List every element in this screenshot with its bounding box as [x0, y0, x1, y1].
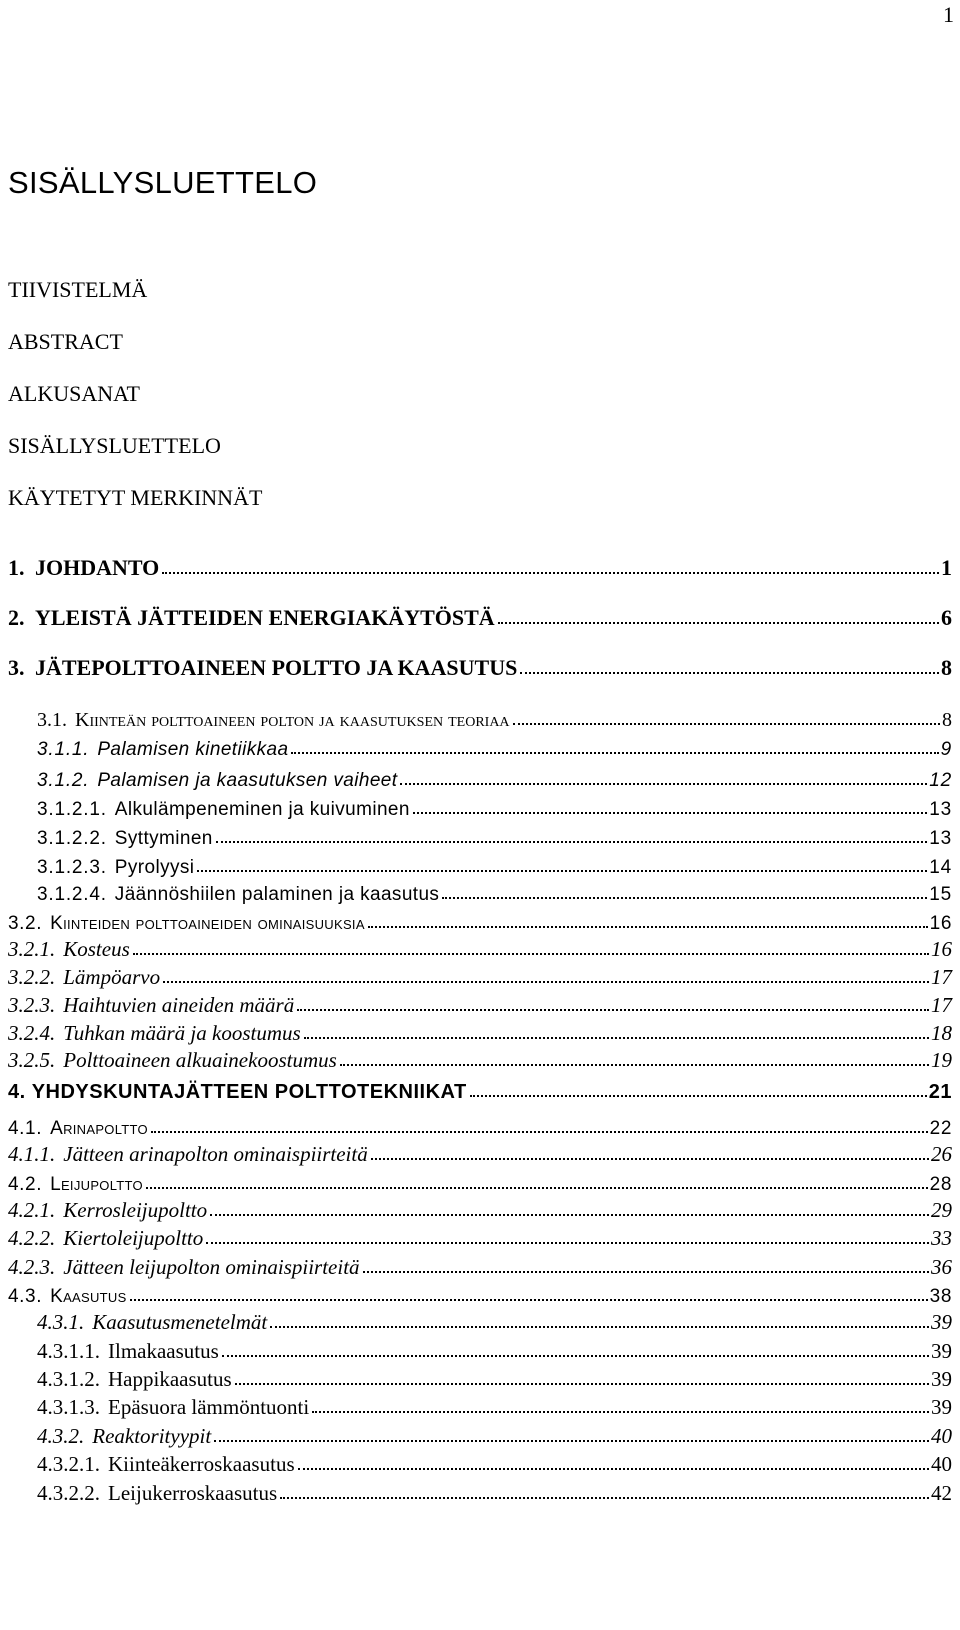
toc-leader	[130, 1299, 928, 1301]
toc-entry[interactable]	[8, 1250, 952, 1280]
toc-number: 3.2.4.	[8, 1021, 56, 1045]
toc-title: Polttoaineen alkuainekoostumus	[63, 1048, 337, 1072]
toc-leader	[291, 752, 938, 754]
toc-entry[interactable]	[37, 1305, 952, 1335]
toc-title: Kaasutusmenetelmät	[92, 1310, 268, 1334]
toc-page: 6	[941, 605, 952, 630]
toc-leader	[146, 1187, 928, 1189]
toc-title: Leijukerroskaasutus	[108, 1481, 278, 1505]
toc-page: 40	[931, 1452, 952, 1476]
toc-number: 3.1.	[37, 709, 67, 731]
toc-entry[interactable]	[37, 1362, 952, 1392]
toc-entry[interactable]	[8, 1110, 952, 1140]
toc-page: 16	[931, 937, 952, 961]
toc-title: Jäännöshiilen palaminen ja kaasutus	[114, 884, 440, 905]
toc-page: 26	[931, 1142, 952, 1166]
toc-page: 13	[929, 828, 952, 849]
toc-leader	[216, 841, 927, 843]
toc-leader	[214, 1440, 929, 1442]
toc-page: 39	[931, 1395, 952, 1419]
toc-entry[interactable]	[37, 1447, 952, 1477]
toc-title: Kosteus	[63, 937, 130, 961]
toc-page: 33	[931, 1226, 952, 1250]
toc-number: 4.3.1.1.	[37, 1339, 100, 1363]
toc-entry[interactable]	[37, 1390, 952, 1420]
toc-leader	[133, 953, 929, 955]
toc-number: 4.	[8, 1081, 26, 1103]
toc-leader	[162, 572, 939, 574]
toc-page: 21	[928, 1081, 952, 1103]
toc-title: Kiinteäkerroskaasutus	[108, 1452, 295, 1476]
toc-leader	[151, 1131, 928, 1133]
toc-number: 4.3.1.	[37, 1310, 85, 1334]
toc-entry[interactable]	[8, 1043, 952, 1073]
toc-leader	[270, 1326, 929, 1328]
toc-entry[interactable]	[8, 988, 952, 1018]
toc-title: Jätteen leijupolton ominaispiirteitä	[63, 1255, 360, 1279]
toc-entry[interactable]	[37, 849, 952, 879]
toc-leader	[413, 812, 927, 814]
toc-page: 14	[929, 857, 952, 878]
toc-title: Arinapoltto	[50, 1118, 148, 1139]
toc-page: 42	[931, 1481, 952, 1505]
toc-number: 3.1.2.	[37, 770, 90, 791]
toc-leader	[498, 622, 939, 624]
toc-number: 1.	[8, 555, 25, 580]
toc-entry[interactable]	[8, 1278, 952, 1308]
toc-number: 3.2.3.	[8, 993, 56, 1017]
toc-number: 3.2.	[8, 913, 43, 934]
front-matter-alkusanat[interactable]: ALKUSANAT	[8, 381, 140, 406]
toc-page: 36	[931, 1255, 952, 1279]
toc-page: 8	[942, 709, 952, 731]
toc-entry[interactable]	[37, 1334, 952, 1364]
toc-title: Syttyminen	[114, 828, 213, 849]
toc-entry[interactable]	[8, 1193, 952, 1223]
toc-title: Kiinteiden polttoaineiden ominaisuuksia	[50, 913, 365, 934]
toc-number: 4.2.	[8, 1174, 43, 1195]
toc-leader	[206, 1242, 929, 1244]
toc-page: 39	[931, 1310, 952, 1334]
front-matter-sisallysluettelo[interactable]: SISÄLLYSLUETTELO	[8, 433, 221, 458]
toc-title: Palamisen ja kaasutuksen vaiheet	[97, 770, 398, 791]
toc-entry[interactable]	[37, 762, 952, 792]
toc-title: Kaasutus	[50, 1286, 127, 1307]
toc-number: 4.3.	[8, 1286, 43, 1307]
toc-page: 28	[929, 1174, 952, 1195]
toc-title: Ilmakaasutus	[108, 1339, 219, 1363]
toc-number: 4.2.3.	[8, 1255, 56, 1279]
page-number: 1	[943, 2, 954, 27]
toc-leader	[222, 1355, 929, 1357]
toc-leader	[280, 1497, 929, 1499]
toc-title: JOHDANTO	[35, 555, 160, 580]
toc-entry[interactable]	[37, 1476, 952, 1506]
toc-leader	[470, 1095, 927, 1097]
toc-leader	[197, 870, 927, 872]
toc-leader	[304, 1037, 929, 1039]
toc-number: 4.2.2.	[8, 1226, 56, 1250]
toc-number: 3.2.5.	[8, 1048, 56, 1072]
toc-title: Tuhkan määrä ja koostumus	[63, 1021, 301, 1045]
toc-number: 3.1.2.4.	[37, 884, 107, 905]
toc-number: 4.3.1.2.	[37, 1367, 100, 1391]
toc-page: 39	[931, 1367, 952, 1391]
toc-number: 3.2.2.	[8, 965, 56, 989]
toc-leader	[400, 783, 927, 785]
toc-page: 8	[941, 655, 952, 680]
toc-entry[interactable]	[8, 601, 952, 631]
toc-entry[interactable]	[8, 960, 952, 990]
front-matter-kaytetyt-merkinnat[interactable]: KÄYTETYT MERKINNÄT	[8, 485, 263, 510]
toc-page: 38	[929, 1286, 952, 1307]
toc-entry[interactable]	[8, 551, 952, 581]
toc-title: Pyrolyysi	[114, 857, 195, 878]
toc-entry[interactable]	[8, 1016, 952, 1046]
toc-number: 3.2.1.	[8, 937, 56, 961]
toc-title: Leijupoltto	[50, 1174, 143, 1195]
toc-title: Kerrosleijupoltto	[63, 1198, 208, 1222]
toc-entry[interactable]	[8, 651, 952, 681]
toc-title: Happikaasutus	[108, 1367, 232, 1391]
toc-entry[interactable]	[37, 1419, 952, 1449]
toc-leader	[298, 1468, 929, 1470]
toc-title: JÄTEPOLTTOAINEEN POLTTO JA KAASUTUS	[35, 655, 518, 680]
toc-leader	[312, 1411, 929, 1413]
toc-number: 4.3.2.1.	[37, 1452, 100, 1476]
toc-title: Kiinteän polttoaineen polton ja kaasutuksen teoriaa	[75, 709, 510, 731]
toc-entry[interactable]	[37, 791, 952, 821]
toc-page: 17	[931, 965, 952, 989]
toc-entry[interactable]	[37, 702, 952, 732]
toc-leader	[363, 1271, 929, 1273]
toc-number: 2.	[8, 605, 25, 630]
toc-page: 13	[929, 799, 952, 820]
toc-number: 3.	[8, 655, 25, 680]
toc-number: 4.2.1.	[8, 1198, 56, 1222]
toc-number: 4.1.	[8, 1118, 43, 1139]
toc-page: 22	[929, 1118, 952, 1139]
toc-page: 18	[931, 1021, 952, 1045]
toc-leader	[235, 1383, 929, 1385]
toc-entry[interactable]	[37, 820, 952, 850]
toc-page: 40	[931, 1424, 952, 1448]
toc-page: 29	[931, 1198, 952, 1222]
toc-leader	[368, 926, 928, 928]
toc-title: YLEISTÄ JÄTTEIDEN ENERGIAKÄYTÖSTÄ	[35, 605, 495, 630]
toc-entry[interactable]	[37, 731, 952, 761]
toc-number: 4.1.1.	[8, 1142, 56, 1166]
toc-title: Jätteen arinapolton ominaispiirteitä	[63, 1142, 368, 1166]
toc-number: 4.3.1.3.	[37, 1395, 100, 1419]
toc-page: 9	[940, 739, 952, 760]
toc-leader	[297, 1009, 929, 1011]
toc-title: Alkulämpeneminen ja kuivuminen	[114, 799, 410, 820]
page-title: SISÄLLYSLUETTELO	[8, 165, 318, 200]
toc-entry[interactable]	[8, 1074, 952, 1104]
toc-page: 17	[931, 993, 952, 1017]
toc-page: 15	[929, 884, 952, 905]
toc-title: Reaktorityypit	[92, 1424, 212, 1448]
toc-page: 1	[941, 555, 952, 580]
toc-leader	[520, 672, 939, 674]
toc-title: YHDYSKUNTAJÄTTEEN POLTTOTEKNIIKAT	[31, 1081, 467, 1103]
toc-leader	[163, 981, 929, 983]
toc-entry[interactable]	[8, 932, 952, 962]
toc-page: 19	[931, 1048, 952, 1072]
toc-leader	[371, 1158, 929, 1160]
toc-entry[interactable]	[8, 1137, 952, 1167]
toc-title: Lämpöarvo	[63, 965, 161, 989]
toc-title: Palamisen kinetiikkaa	[97, 739, 289, 760]
toc-page: 12	[929, 770, 952, 791]
toc-title: Kiertoleijupoltto	[63, 1226, 204, 1250]
toc-leader	[442, 897, 927, 899]
toc-number: 4.3.2.	[37, 1424, 85, 1448]
toc-leader	[340, 1064, 929, 1066]
toc-entry[interactable]	[8, 1166, 952, 1196]
toc-page: 39	[931, 1339, 952, 1363]
toc-entry[interactable]	[37, 876, 952, 906]
toc-title: Haihtuvien aineiden määrä	[63, 993, 295, 1017]
front-matter-abstract[interactable]: ABSTRACT	[8, 329, 123, 354]
toc-leader	[513, 723, 940, 725]
toc-number: 3.1.2.2.	[37, 828, 107, 849]
front-matter-tiivistelma[interactable]: TIIVISTELMÄ	[8, 277, 148, 302]
toc-title: Epäsuora lämmöntuonti	[108, 1395, 310, 1419]
toc-number: 3.1.2.3.	[37, 857, 107, 878]
toc-number: 3.1.1.	[37, 739, 90, 760]
toc-entry[interactable]	[8, 905, 952, 935]
toc-page: 16	[929, 913, 952, 934]
toc-leader	[210, 1214, 929, 1216]
toc-number: 3.1.2.1.	[37, 799, 107, 820]
toc-number: 4.3.2.2.	[37, 1481, 100, 1505]
toc-entry[interactable]	[8, 1221, 952, 1251]
